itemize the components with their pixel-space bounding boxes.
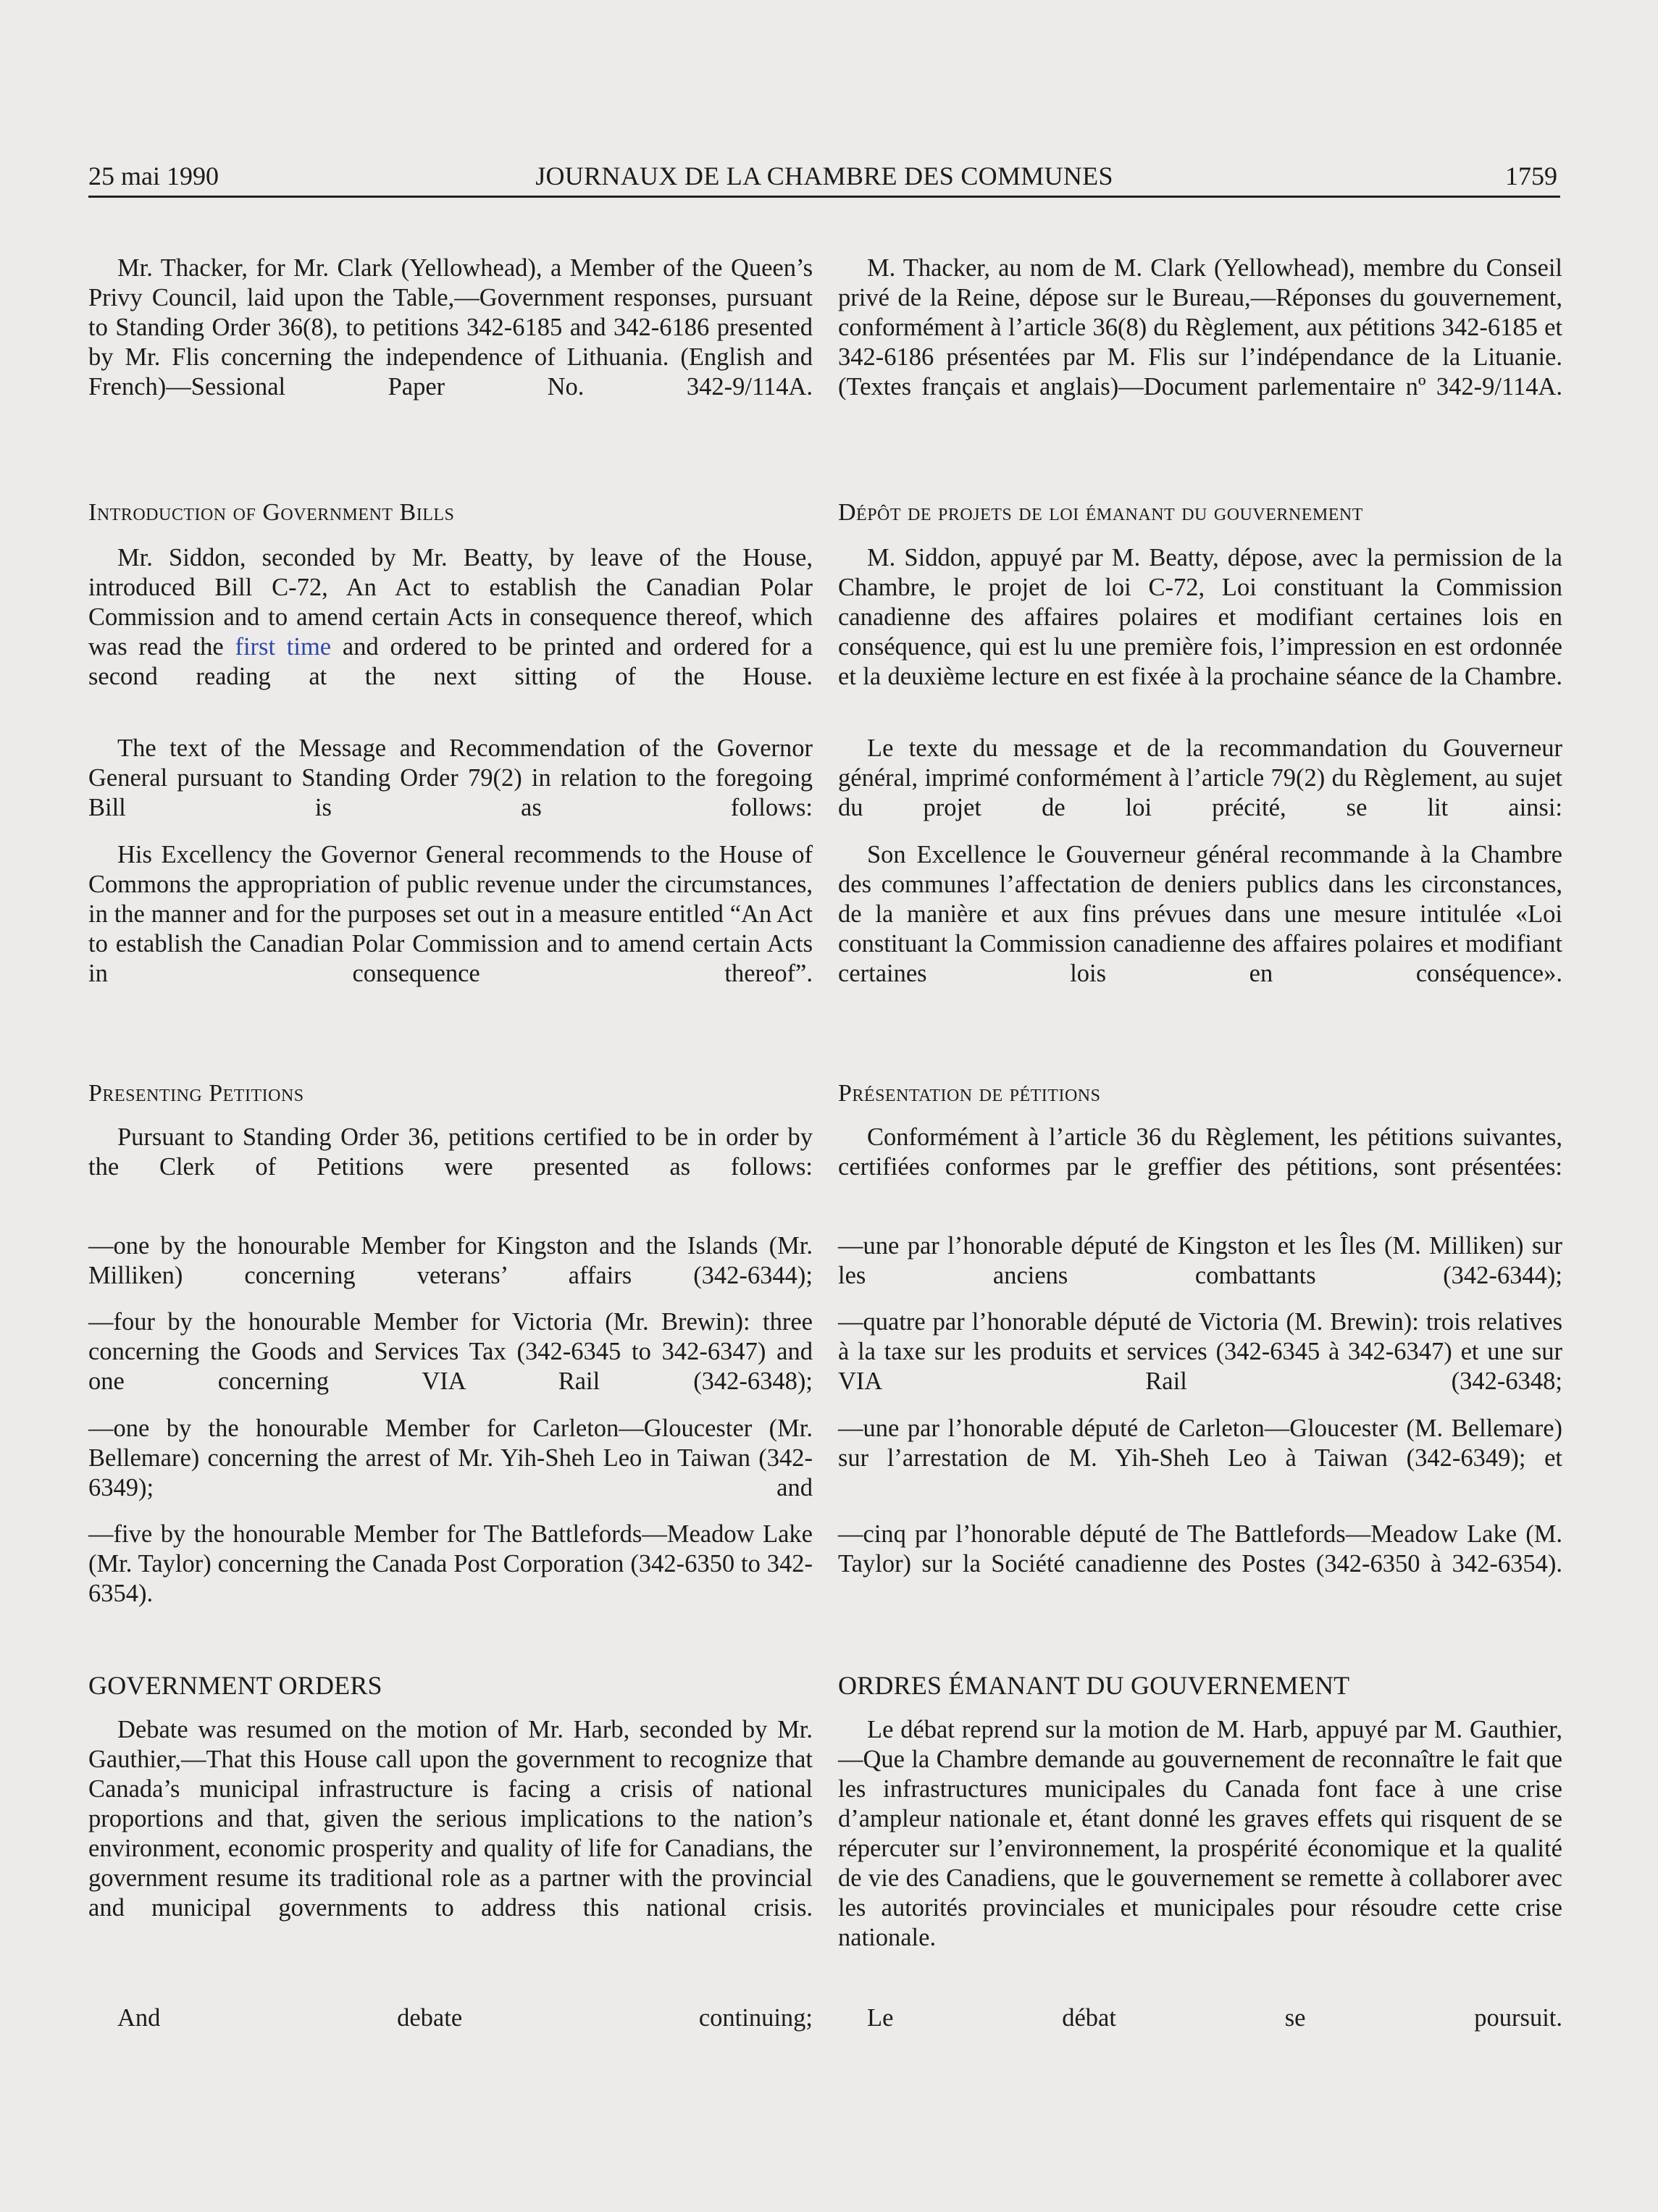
journal-title: JOURNAUX DE LA CHAMBRE DES COMMUNES (535, 162, 1113, 190)
thacker-paragraph-fr: M. Thacker, au nom de M. Clark (Yellowhead), membre du Conseil privé de la Reine, dépose sur le Bureau,—Réponses du gouvernement, conformément à l’article 36(8) du Règlement, aux pétitions 342-6185 et 342-6186 présentées par M. Flis sur l’indépendance de la Lituanie. (Textes français et anglais)—Document parlementaire nº 342-9/114A. (838, 254, 1562, 401)
thacker-paragraph: Mr. Thacker, for Mr. Clark (Yellowhead), a Member of the Queen’s Privy Council, laid upon the Table,—Government responses, pursuant to Standing Order 36(8), to petitions 342-6185 and 342-6186 presented by Mr. Flis concerning the independence of Lithuania. (English and French)—Sessional Paper No. 342-9/114A. (88, 254, 813, 401)
petition-item-fr: —cinq par l’honorable député de The Battlefords—Meadow Lake (M. Taylor) sur la Société canadienne des Postes (342-6350 à 342-6354). (838, 1520, 1562, 1578)
message-paragraph: The text of the Message and Recommendation of the Governor General pursuant to Standing Order 79(2) in relation to the foregoing Bill is as follows: (88, 734, 813, 821)
introduction-of-bills-heading: Introduction of Government Bills (88, 499, 455, 526)
bill-c72-text-end: and ordered to be printed and ordered for a second reading at the next sitting of the House. (88, 633, 813, 690)
petition-item: —four by the honourable Member for Victoria (Mr. Brewin): three concerning the Goods and Services Tax (342-6345 to 342-6347) and one concerning VIA Rail (342-6348); (88, 1308, 813, 1395)
running-header (88, 159, 1560, 198)
petition-item: —one by the honourable Member for Kingston and the Islands (Mr. Milliken) concerning veterans’ affairs (342-6344); (88, 1232, 813, 1289)
closing-line: And debate continuing; (117, 2004, 813, 2032)
petition-item-fr: —quatre par l’honorable député de Victoria (M. Brewin): trois relatives à la taxe sur les produits et services (342-6345 à 342-6347) et une sur VIA Rail (342-6348; (838, 1308, 1562, 1395)
orders-motion-paragraph-fr: Le débat reprend sur la motion de M. Harb, appuyé par M. Gauthier,—Que la Chambre demande au gouvernement de reconnaître le fait que les infrastructures municipales du Canada font face à une crise d’ampleur nationale et, étant donné les graves effets qui risquent de se répercuter sur l’environnement, la prospérité économique et la qualité de vie des Canadiens, que le gouvernement se remette à collaborer avec les autorités provinciales et municipales pour résoudre cette crise nationale. (838, 1716, 1562, 1951)
ordres-heading: ORDRES ÉMANANT DU GOUVERNEMENT (838, 1671, 1350, 1700)
closing-line-fr: Le débat se poursuit. (867, 2004, 1562, 2032)
first-time-highlight: first time (235, 633, 332, 661)
bill-c72-text-start: Mr. Siddon, seconded by Mr. Beatty, by leave of the House, introduced Bill C-72, An Act to establish the Canadian Polar Commission and to amend certain Acts in consequence thereof, which was read the (88, 544, 813, 661)
presentation-petitions-heading: Présentation de pétitions (838, 1080, 1101, 1107)
page-number: 1759 (1505, 162, 1557, 190)
orders-motion-paragraph: Debate was resumed on the motion of Mr. Harb, seconded by Mr. Gauthier,—That this House call upon the government to recognize that Canada’s municipal infrastructure is facing a crisis of national proportions and that, given the serious implications to the nation’s environment, economic prosperity and quality of life for Canadians, the government resume its traditional role as a partner with the provincial and municipal governments to address this national crisis. (88, 1716, 813, 1922)
petition-item: —one by the honourable Member for Carleton—Gloucester (Mr. Bellemare) concerning the arrest of Mr. Yih-Sheh Leo in Taiwan (342-6349); and (88, 1415, 813, 1501)
petition-item: —five by the honourable Member for The Battlefords—Meadow Lake (Mr. Taylor) concerning the Canada Post Corporation (342-6350 to 342-6354). (88, 1520, 813, 1607)
presenting-petitions-heading: Presenting Petitions (88, 1080, 304, 1107)
petitions-intro: Pursuant to Standing Order 36, petitions certified to be in order by the Clerk of Petitions were presented as follows: (88, 1123, 813, 1181)
petitions-intro-fr: Conformément à l’article 36 du Règlement, les pétitions suivantes, certifiées conformes par le greffier des pétitions, sont présentées: (838, 1123, 1562, 1181)
petition-item-fr: —une par l’honorable député de Kingston et les Îles (M. Milliken) sur les anciens combattants (342-6344); (838, 1232, 1562, 1289)
excellency-paragraph: His Excellency the Governor General recommends to the House of Commons the appropriation of public revenue under the circumstances, in the manner and for the purposes set out in a measure entitled “An Act to establish the Canadian Polar Commission and to amend certain Acts in consequence thereof”. (88, 841, 813, 987)
message-paragraph-fr: Le texte du message et de la recommandation du Gouverneur général, imprimé conformément à l’article 79(2) du Règlement, au sujet du projet de loi précité, se lit ainsi: (838, 734, 1562, 821)
excellency-paragraph-fr: Son Excellence le Gouverneur général recommande à la Chambre des communes l’affectation de deniers publics dans les circonstances, de la manière et aux fins prévues dans une mesure intitulée «Loi constituant la Commission canadienne des affaires polaires et modifiant certaines lois en conséquence». (838, 841, 1562, 987)
header-date: 25 mai 1990 (88, 162, 219, 190)
petition-item-fr: —une par l’honorable député de Carleton—Gloucester (M. Bellemare) sur l’arrestation de M. Yih-Sheh Leo à Taiwan (342-6349); et (838, 1415, 1562, 1472)
depot-projets-heading: Dépôt de projets de loi émanant du gouvernement (838, 499, 1363, 526)
projet-c72-paragraph: M. Siddon, appuyé par M. Beatty, dépose, avec la permission de la Chambre, le projet de loi C-72, Loi constituant la Commission canadienne des affaires polaires et modifiant certaines lois en conséquence, qui est lu une première fois, l’impression en est ordonnée et la deuxième lecture en est fixée à la prochaine séance de la Chambre. (838, 544, 1562, 690)
government-orders-heading: GOVERNMENT ORDERS (88, 1671, 382, 1700)
bill-c72-paragraph (88, 543, 813, 721)
